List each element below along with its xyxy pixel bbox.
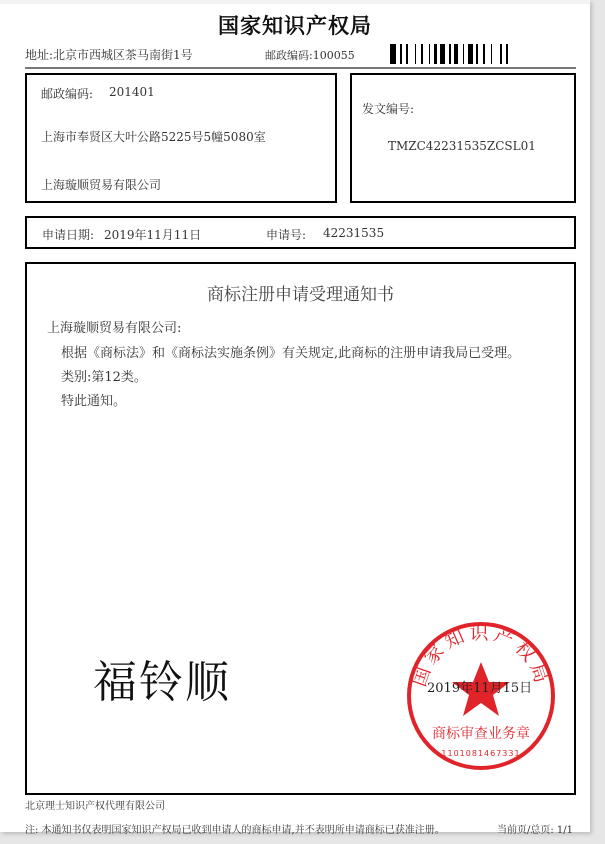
recipient-postcode-value: 201401 [109,85,155,99]
barcode-bar [493,44,499,64]
recipient-company: 上海璇顺贸易有限公司 [41,178,162,192]
barcode-bar [417,44,420,64]
barcode-bar [491,44,492,64]
barcode-bar [431,44,433,64]
barcode-bar [390,44,396,64]
barcode-bar [440,44,445,64]
svg-text:1101081467331: 1101081467331 [441,749,521,758]
document-number-box [350,73,576,203]
barcode-bar [438,44,439,64]
notice-date: 2019年11月15日 [427,681,533,696]
barcode-bar [479,44,482,64]
barcode-bar [503,44,505,64]
barcode-bar [397,44,399,64]
barcode-bar [500,44,502,64]
svg-text:国家知识产权局: 国家知识产权局 [408,622,554,690]
barcode-bar [446,44,448,64]
recipient-postcode-label: 邮政编码: [41,87,94,101]
barcode-bar [465,44,467,64]
barcode-bar [403,44,405,64]
official-seal-icon [405,620,557,772]
barcode-bar [449,44,451,64]
barcode-bar [476,44,478,64]
barcode-bar [474,44,475,64]
barcode-bar [409,44,414,64]
issuer-address: 地址:北京市西城区茶马南街1号 [25,48,193,62]
barcode-bar [463,44,464,64]
document-number-label: 发文编号: [362,102,415,116]
agent-name: 北京理士知识产权代理有限公司 [25,801,165,812]
barcode-bar [400,44,402,64]
barcode-bar [424,44,428,64]
svg-text:商标审查业务章: 商标审查业务章 [432,726,530,742]
footer-note: 注: 本通知书仅表明国家知识产权局已收到申请人的商标申请,并不表明所申请商标已获准注册。 [25,825,445,836]
application-number-label: 申请号: [266,228,307,242]
notice-category: 类别:第12类。 [61,370,147,385]
issuer-title: 国家知识产权局 [218,14,372,38]
notice-closing: 特此通知。 [61,394,127,409]
barcode-bar [509,44,511,64]
barcode-bar [486,44,490,64]
notice-title: 商标注册申请受理通知书 [207,285,394,305]
application-date-value: 2019年11月11日 [104,228,202,242]
header-divider [25,67,576,69]
document-barcode [390,44,576,64]
application-number-value: 42231535 [323,226,385,240]
barcode-bar [452,44,453,64]
recipient-box [25,73,337,203]
barcode-bar [506,44,508,64]
application-info-box [25,216,576,249]
page-indicator: 当前页/总页: 1/1 [497,825,574,836]
barcode-bar [468,44,473,64]
document-number-value: TMZC42231535ZCSL01 [388,139,536,153]
barcode-bar [415,44,416,64]
barcode-bar [421,44,423,64]
barcode-bar [429,44,430,64]
notice-salutation: 上海璇顺贸易有限公司: [47,321,182,336]
notice-paragraph: 根据《商标法》和《商标法实施条例》有关规定,此商标的注册申请我局已受理。 [61,346,521,361]
issuer-postcode: 邮政编码:100055 [265,49,355,62]
recipient-address: 上海市奉贤区大叶公路5225号5幢5080室 [41,130,266,144]
application-date-label: 申请日期: [42,228,95,242]
notice-box [25,262,576,795]
barcode-bar [406,44,408,64]
barcode-bar [454,44,458,64]
barcode-bar [459,44,462,64]
barcode-bar [483,44,485,64]
trademark-image-text: 福铃顺 [93,657,231,708]
barcode-bar [434,44,437,64]
